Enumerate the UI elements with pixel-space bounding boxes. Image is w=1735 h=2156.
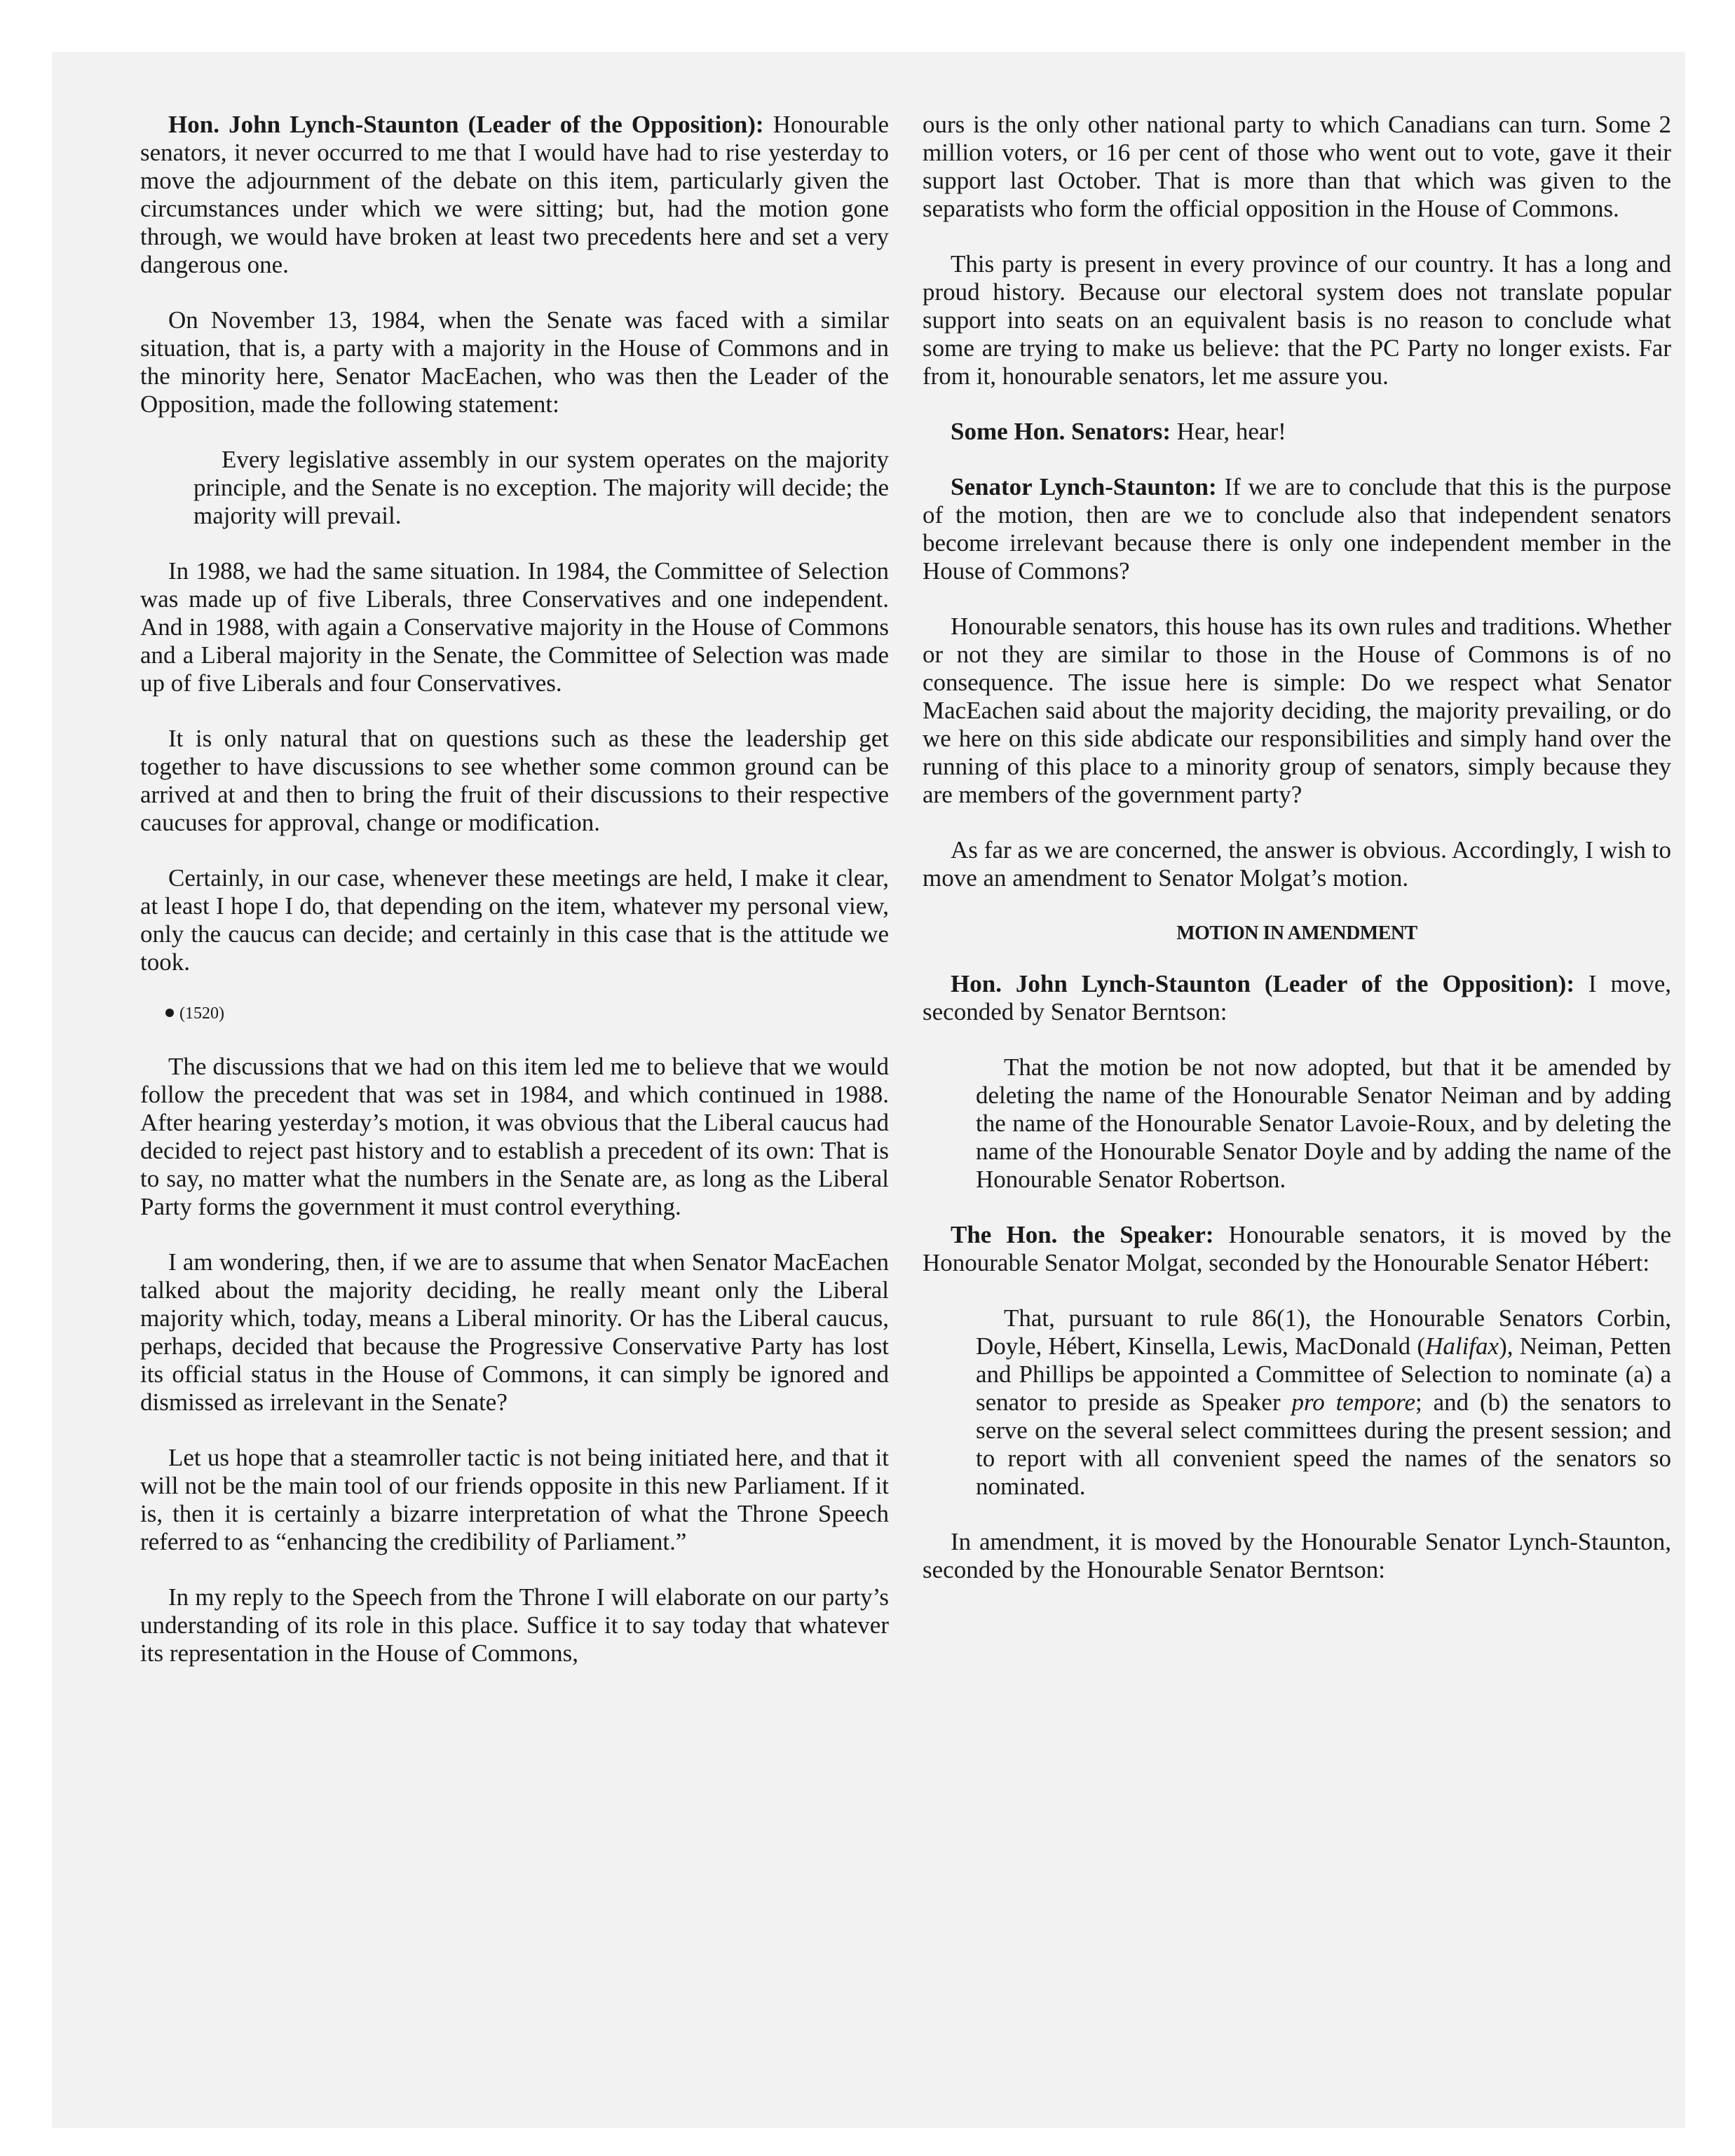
paragraph-text: If we are to conclude that this is the purpose of the motion, then are we to conclude also that independent senators become irrelevant because there is only one independent member in the House of Commons? [923,473,1671,585]
quote-italic-text: Halifax [1425,1332,1499,1360]
paragraph [923,473,1671,585]
paragraph-text: I move, seconded by Senator Berntson: [923,970,1672,1025]
bullet-icon [165,1009,174,1017]
block-quote: Every legislative assembly in our system operates on the majority principle, and the Senate is no exception. The majority will decide; the majority will prevail. [193,446,889,529]
paragraph: Certainly, in our case, whenever these meetings are held, I make it clear, at least I hope I do, that depending on the item, whatever my personal view, only the caucus can decide; and certainly in this case that is the attitude we took. [140,864,889,976]
document-page [52,52,1685,2128]
paragraph-text: Honourable senators, it never occurred to me that I would have had to rise yesterday to move the adjournment of the debate on this item, particularly given the circumstances under which we were sitting; but, had the motion gone through, we would have broken at least two precedents here and set a very dangerous one. [140,111,889,278]
paragraph: I am wondering, then, if we are to assume that when Senator MacEachen talked about the majority deciding, he really meant only the Liberal majority which, today, means a Liberal minority. Or has the Liberal caucus, perhaps, decided that because the Progressive Conservative Party has lost its official status in the House of Commons, it can simply be ignored and dismissed as irrelevant in the Senate? [140,1248,889,1416]
section-heading: MOTION IN AMENDMENT [1176,922,1417,944]
paragraph: In 1988, we had the same situation. In 1984, the Committee of Selection was made up of five Liberals, three Conservatives and one independent. And in 1988, with again a Conservative majority in the House of Commons and a Liberal majority in the Senate, the Committee of Selection was made up of five Liberals and four Conservatives. [140,557,889,697]
paragraph [923,1221,1671,1277]
paragraph: Let us hope that a steamroller tactic is not being initiated here, and that it will not be the main tool of our friends opposite in this new Parliament. If it is, then it is certainly a bizarre interpretation of what the Throne Speech referred to as “enhancing the credibility of Parliament.” [140,1444,889,1555]
paragraph: This party is present in every province of our country. It has a long and proud history. Because our electoral system does not translate popular support into seats on an equivalent basis is no reason to conclude what some are trying to make us believe: that the PC Party no longer exists. Far from it, honourable senators, let me assure you. [923,250,1671,390]
quote-italic-text: pro tempore [1291,1389,1416,1416]
paragraph: In amendment, it is moved by the Honourable Senator Lynch-Staunton, seconded by the Honourable Senator Berntson: [923,1528,1671,1583]
time-marker [165,999,889,1028]
speaker-name: Some Hon. Senators: [951,418,1171,445]
speaker-name: Senator Lynch-Staunton: [951,473,1217,500]
paragraph-text: Honourable senators, it is moved by the Honourable Senator Molgat, seconded by the Honourable Senator Hébert: [923,1221,1671,1276]
left-column [140,111,889,1695]
block-quote [976,1304,1671,1501]
time-marker-text: (1520) [179,1004,224,1023]
paragraph-text: Hear, hear! [1176,418,1286,445]
paragraph: It is only natural that on questions such as these the leadership get together to have discussions to see whether some common ground can be arrived at and then to bring the fruit of their discussions to their respective caucuses for approval, change or modification. [140,725,889,836]
paragraph [923,970,1671,1026]
paragraph: The discussions that we had on this item led me to believe that we would follow the precedent that was set in 1984, and which continued in 1988. After hearing yesterday’s motion, it was obvious that the Liberal caucus had decided to reject past history and to establish a precedent of its own: That is to say, no matter what the numbers in the Senate are, as long as the Liberal Party forms the government it must control everything. [140,1053,889,1220]
speaker-name: Hon. John Lynch-Staunton (Leader of the Opposition): [168,111,764,138]
quote-text: ), Neiman, Petten and Phillips be appointed a Committee of Selection to nominate (a) a senator to preside as Speaker [976,1332,1671,1416]
speaker-name: Hon. John Lynch-Staunton (Leader of the Opposition): [951,970,1574,997]
paragraph: As far as we are concerned, the answer is obvious. Accordingly, I wish to move an amendment to Senator Molgat’s motion. [923,836,1671,892]
quote-text: ; and (b) the senators to serve on the several select committees during the present session; and to report with all convenient speed the names of the senators so nominated. [976,1389,1671,1500]
right-column [923,111,1671,1611]
speaker-name: The Hon. the Speaker: [951,1221,1214,1248]
paragraph: ours is the only other national party to which Canadians can turn. Some 2 million voters, or 16 per cent of those who went out to vote, gave it their support last October. That is more than that which was given to the separatists who form the official opposition in the House of Commons. [923,111,1671,222]
paragraph [923,418,1671,446]
paragraph: Honourable senators, this house has its own rules and traditions. Whether or not they are similar to those in the House of Commons is of no consequence. The issue here is simple: Do we respect what Senator MacEachen said about the majority deciding, the majority prevailing, or do we here on this side abdicate our responsibilities and simply hand over the running of this place to a minority group of senators, simply because they are members of the government party? [923,613,1671,808]
paragraph [140,111,889,279]
quote-text: That, pursuant to rule 86(1), the Honourable Senators Corbin, Doyle, Hébert, Kinsella, Lewis, MacDonald ( [976,1304,1671,1360]
paragraph: On November 13, 1984, when the Senate was faced with a similar situation, that is, a party with a majority in the House of Commons and in the minority here, Senator MacEachen, who was then the Leader of the Opposition, made the following statement: [140,306,889,418]
paragraph: In my reply to the Speech from the Throne I will elaborate on our party’s understanding of its role in this place. Suffice it to say today that whatever its representation in the House of Commons, [140,1583,889,1667]
block-quote: That the motion be not now adopted, but that it be amended by deleting the name of the Honourable Senator Neiman and by adding the name of the Honourable Senator Lavoie-Roux, and by deleting the name of the Honourable Senator Doyle and by adding the name of the Honourable Senator Robertson. [976,1053,1671,1193]
